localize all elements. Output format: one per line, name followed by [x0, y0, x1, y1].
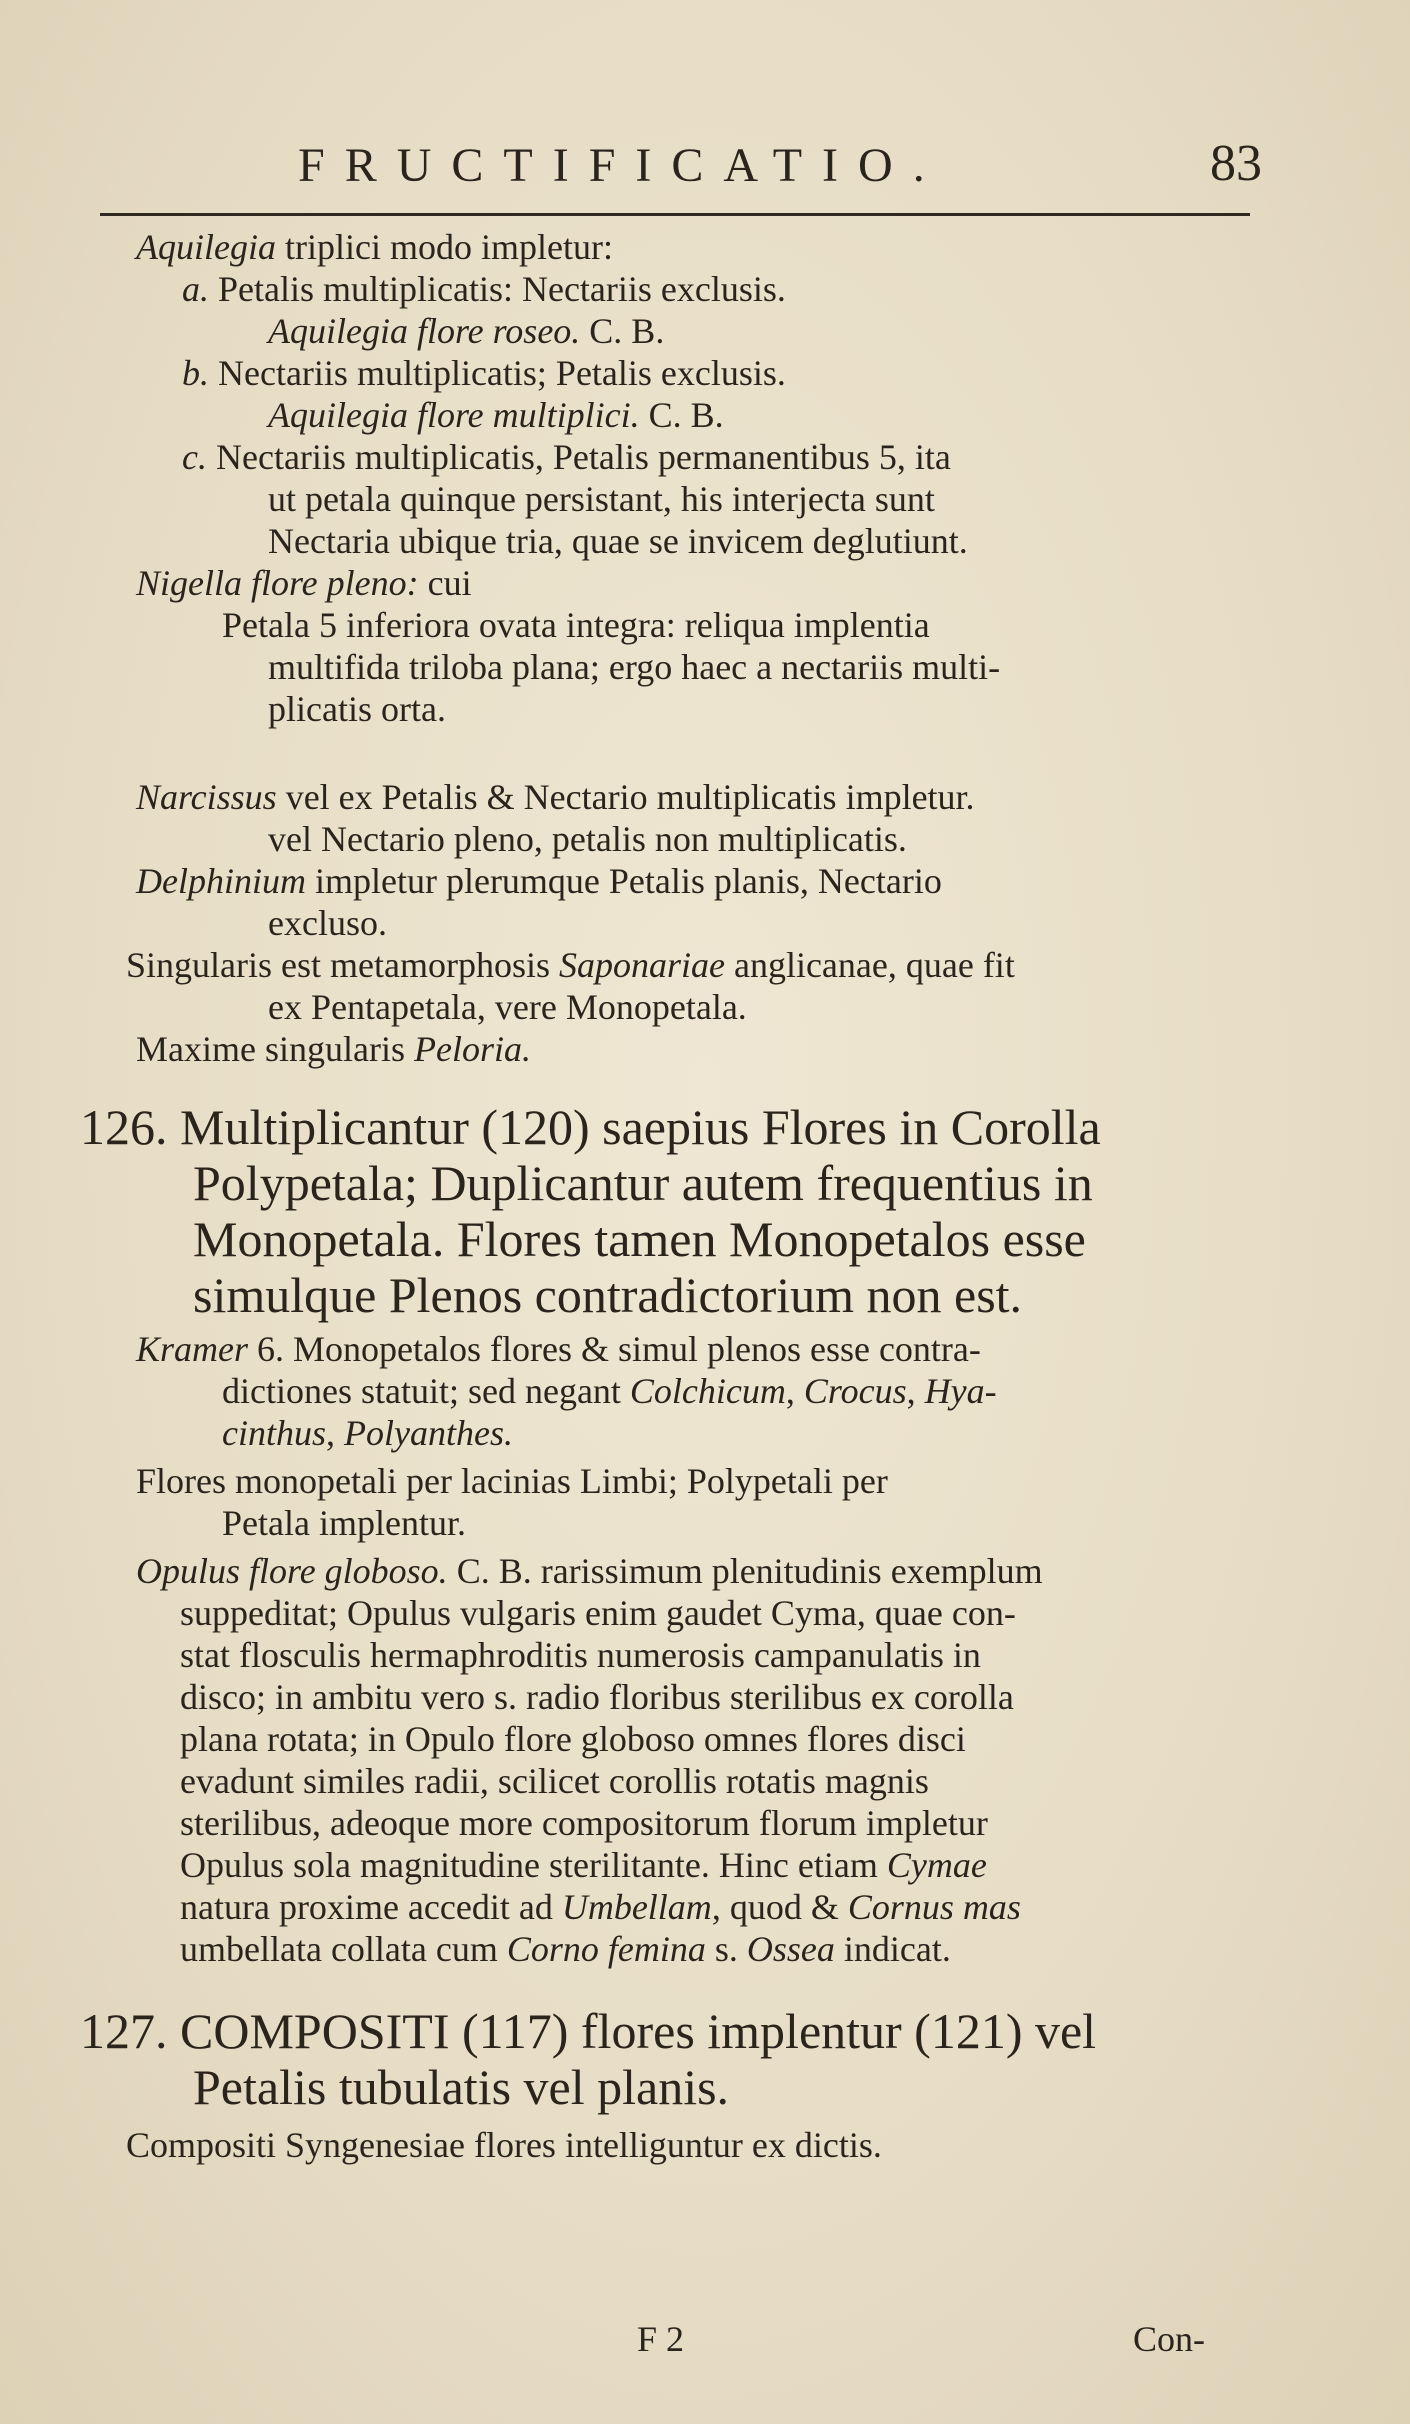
text-line: stat flosculis hermaphroditis numerosis campanulatis in — [180, 1635, 981, 1675]
text-line: umbellata collata cum Corno femina s. Ossea indicat. — [180, 1929, 951, 1969]
text-line: suppeditat; Opulus vulgaris enim gaudet Cyma, quae con- — [180, 1593, 1016, 1633]
text-line: plicatis orta. — [268, 689, 446, 729]
text-line: plana rotata; in Opulo flore globoso omnes flores disci — [180, 1719, 966, 1759]
text-line: dictiones statuit; sed negant Colchicum, Crocus, Hya- — [222, 1371, 997, 1411]
page-number: 83 — [1210, 135, 1262, 192]
section-127-line: 127. COMPOSITI (117) flores implentur (121) vel — [80, 2003, 1097, 2059]
text-line: ex Pentapetala, vere Monopetala. — [268, 987, 747, 1027]
header-rule — [100, 213, 1250, 216]
text-line: Polypetala; Duplicantur autem frequentius in — [193, 1155, 1093, 1211]
text-line: Compositi Syngenesiae flores intelliguntur ex dictis. — [126, 2125, 882, 2165]
text-line: Nectaria ubique tria, quae se invicem deglutiunt. — [268, 521, 968, 561]
text-line: Opulus flore globoso. C. B. rarissimum plenitudinis exemplum — [136, 1551, 1043, 1591]
running-head: FRUCTIFICATIO. — [298, 139, 945, 192]
text-line: Narcissus vel ex Petalis & Nectario multiplicatis impletur. — [136, 777, 975, 817]
text-line: simulque Plenos contradictorium non est. — [193, 1267, 1023, 1323]
text-line: disco; in ambitu vero s. radio floribus sterilibus ex corolla — [180, 1677, 1014, 1717]
text-line: ut petala quinque persistant, his interjecta sunt — [268, 479, 935, 519]
text-line: Petalis tubulatis vel planis. — [193, 2059, 730, 2115]
text-line: Petala implentur. — [222, 1503, 466, 1543]
text-line: Singularis est metamorphosis Saponariae anglicanae, quae fit — [126, 945, 1015, 985]
text-line: c. Nectariis multiplicatis, Petalis permanentibus 5, ita — [182, 437, 951, 477]
text-line: cinthus, Polyanthes. — [222, 1413, 513, 1453]
text-line: Monopetala. Flores tamen Monopetalos esse — [193, 1211, 1086, 1267]
text-line: Flores monopetali per lacinias Limbi; Polypetali per — [136, 1461, 888, 1501]
text-line: Aquilegia triplici modo impletur: — [136, 227, 613, 267]
text-line: multifida triloba plana; ergo haec a nectariis multi- — [268, 647, 1001, 687]
text-line: Aquilegia flore roseo. C. B. — [268, 311, 665, 351]
text-line: Delphinium impletur plerumque Petalis planis, Nectario — [136, 861, 942, 901]
text-line: b. Nectariis multiplicatis; Petalis exclusis. — [182, 353, 786, 393]
text-line: sterilibus, adeoque more compositorum florum impletur — [180, 1803, 988, 1843]
text-line: Petala 5 inferiora ovata integra: reliqua implentia — [222, 605, 930, 645]
text-line: Maxime singularis Peloria. — [136, 1029, 531, 1069]
text-line: Aquilegia flore multiplici. C. B. — [268, 395, 724, 435]
text-line: vel Nectario pleno, petalis non multiplicatis. — [268, 819, 907, 859]
section-126-line: 126. Multiplicantur (120) saepius Flores in Corolla — [80, 1099, 1101, 1155]
catchword: Con- — [1133, 2319, 1205, 2359]
text-line: natura proxime accedit ad Umbellam, quod & Cornus mas — [180, 1887, 1021, 1927]
text-line: evadunt similes radii, scilicet corollis rotatis magnis — [180, 1761, 929, 1801]
text-line: excluso. — [268, 903, 387, 943]
text-line: Nigella flore pleno: cui — [136, 563, 472, 603]
text-line: Kramer 6. Monopetalos flores & simul plenos esse contra- — [136, 1329, 981, 1369]
text-line: a. Petalis multiplicatis: Nectariis exclusis. — [182, 269, 786, 309]
signature-mark: F 2 — [637, 2319, 685, 2359]
text-line: Opulus sola magnitudine sterilitante. Hinc etiam Cymae — [180, 1845, 987, 1885]
